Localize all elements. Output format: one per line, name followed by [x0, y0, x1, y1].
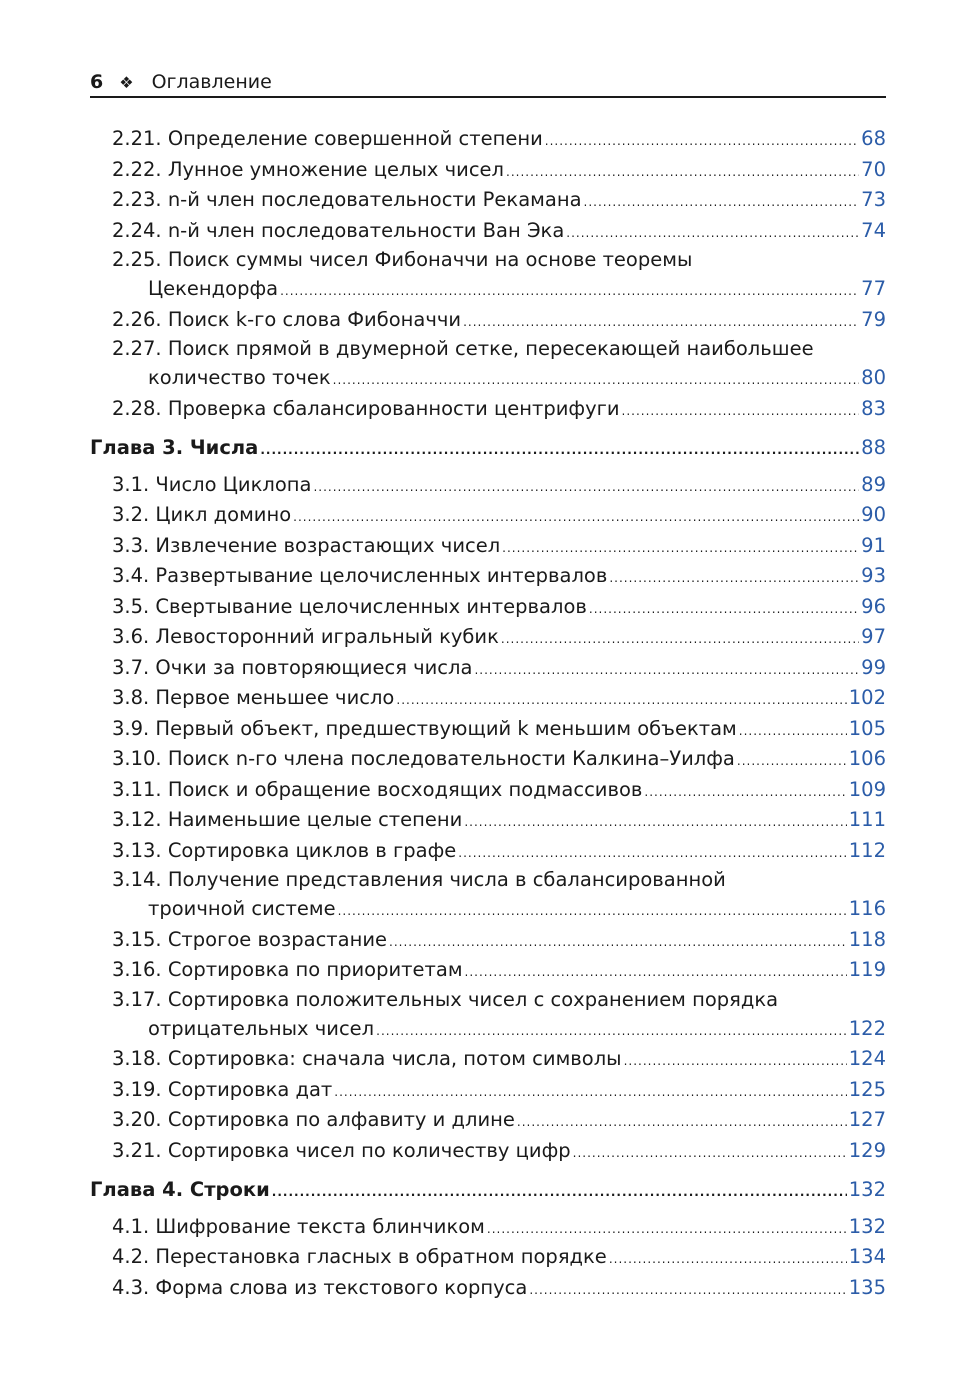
toc-page-link[interactable]: 112: [848, 838, 886, 862]
dot-leader: [506, 157, 859, 188]
dot-leader: [739, 716, 847, 747]
toc-page-link[interactable]: 80: [861, 366, 886, 389]
dot-leader: [464, 807, 846, 838]
toc-entry-title: 3.11. Поиск и обращение восходящих подмассивов: [112, 777, 643, 801]
toc-entry-title: 3.10. Поиск n-го члена последовательности Калкина–Уилфа: [112, 747, 735, 770]
dot-leader: [260, 435, 859, 466]
toc-page-link[interactable]: 96: [861, 594, 886, 618]
toc-entry[interactable]: [90, 305, 886, 336]
toc-entry-title: 3.16. Сортировка по приоритетам: [112, 958, 463, 981]
toc-page-link[interactable]: 122: [848, 1016, 886, 1040]
dot-leader: [376, 1016, 847, 1047]
dot-leader: [487, 1214, 847, 1245]
dot-leader: [465, 957, 847, 988]
dot-leader: [609, 1244, 847, 1275]
toc-entry-title: 2.22. Лунное умножение целых чисел: [112, 157, 504, 181]
toc-entry[interactable]: [90, 500, 886, 531]
toc-page-link[interactable]: 132: [848, 1214, 886, 1238]
toc-page-link[interactable]: 68: [861, 127, 886, 150]
toc-entry-title: 3.12. Наименьшие целые степени: [112, 808, 463, 831]
toc-entry[interactable]: [90, 561, 886, 592]
toc-entry-title: 3.2. Цикл домино: [112, 503, 292, 526]
dot-leader: [622, 396, 860, 427]
toc-page-link[interactable]: 73: [861, 188, 886, 211]
dot-leader: [589, 594, 859, 625]
toc-page-link[interactable]: 88: [861, 436, 886, 459]
toc-entry-title: 2.21. Определение совершенной степени: [112, 127, 543, 150]
toc-page-link[interactable]: 125: [848, 1077, 886, 1101]
dot-leader: [609, 563, 859, 594]
toc-entry-title: 2.27. Поиск прямой в двумерной сетке, пересекающей наибольшее: [112, 337, 814, 360]
dot-leader: [545, 126, 859, 157]
toc-page-link[interactable]: 89: [861, 472, 886, 496]
dot-leader: [644, 777, 846, 808]
dot-leader: [566, 218, 859, 249]
toc-entry-title: 3.19. Сортировка дат: [112, 1077, 333, 1101]
toc-entry[interactable]: [90, 1242, 886, 1273]
dot-leader: [280, 276, 859, 307]
toc-page-link[interactable]: 91: [861, 533, 886, 557]
toc-page-link[interactable]: 102: [848, 686, 886, 709]
dot-leader: [293, 502, 859, 533]
toc-chapter-title: Глава 3. Числа: [90, 436, 259, 459]
toc-entry[interactable]: [90, 185, 886, 216]
toc-entry[interactable]: [90, 531, 886, 562]
dot-leader: [389, 927, 847, 958]
toc-entry[interactable]: [90, 216, 886, 247]
toc-entry[interactable]: [90, 714, 886, 745]
toc-entry[interactable]: [90, 155, 886, 186]
dot-leader: [584, 187, 860, 218]
toc-entry-title-continued: Цекендорфа: [148, 277, 279, 300]
toc-page-link[interactable]: 118: [848, 927, 886, 951]
toc-page-link[interactable]: 97: [861, 625, 886, 648]
toc-entry[interactable]: [90, 124, 886, 155]
toc-entry[interactable]: [90, 394, 886, 425]
toc-entry[interactable]: [90, 1044, 886, 1075]
toc-entry-title: 3.21. Сортировка чисел по количеству цифр: [112, 1138, 571, 1162]
toc-entry-title: 3.6. Левосторонний игральный кубик: [112, 625, 499, 648]
toc-entry[interactable]: [90, 805, 886, 836]
toc-entry-title-continued: отрицательных чисел: [148, 1016, 375, 1040]
toc-entry-title: 2.24. n-й член последовательности Ван Эка: [112, 218, 565, 242]
toc-entry-title: 3.20. Сортировка по алфавиту и длине: [112, 1108, 515, 1131]
toc-entry-title: 2.26. Поиск k-го слова Фибоначчи: [112, 307, 462, 331]
toc-entry-title: 3.1. Число Циклопа: [112, 472, 312, 496]
toc-entry[interactable]: [90, 925, 886, 956]
dot-leader: [272, 1177, 847, 1208]
toc-page-link[interactable]: 134: [848, 1245, 886, 1268]
toc-entry[interactable]: [90, 683, 886, 714]
dot-leader: [463, 307, 859, 338]
toc-entry-title: 3.13. Сортировка циклов в графе: [112, 838, 457, 862]
toc-entry[interactable]: [90, 836, 886, 867]
toc-chapter-title: Глава 4. Строки: [90, 1178, 270, 1201]
toc-page-link[interactable]: 83: [861, 396, 886, 420]
toc-entry[interactable]: [90, 246, 886, 305]
dot-leader: [334, 1077, 846, 1108]
dot-leader: [624, 1046, 847, 1077]
toc-page-link[interactable]: 74: [861, 218, 886, 242]
toc-page-link[interactable]: 129: [848, 1138, 886, 1162]
toc-entry[interactable]: [90, 955, 886, 986]
toc-page-link[interactable]: 77: [861, 277, 886, 300]
toc-chapter[interactable]: [90, 1175, 886, 1206]
toc-entry[interactable]: [90, 653, 886, 684]
toc-page-link[interactable]: 111: [848, 808, 886, 831]
toc-entry-title: 4.1. Шифрование текста блинчиком: [112, 1214, 485, 1238]
toc-entry-title: 2.25. Поиск суммы чисел Фибоначчи на основе теоремы: [112, 248, 693, 271]
toc-page-link[interactable]: 135: [848, 1275, 886, 1299]
toc-entry-title: 3.4. Развертывание целочисленных интервалов: [112, 564, 608, 587]
toc-entry[interactable]: [90, 335, 886, 394]
dot-leader: [313, 472, 859, 503]
toc-page-link[interactable]: 119: [848, 958, 886, 981]
toc-entry-title: 3.5. Свертывание целочисленных интервалов: [112, 594, 587, 618]
toc-entry[interactable]: [90, 986, 886, 1045]
toc-entry-title: 4.3. Форма слова из текстового корпуса: [112, 1275, 528, 1299]
toc-entry[interactable]: [90, 775, 886, 806]
toc-entry-title: 3.14. Получение представления числа в сбалансированной: [112, 868, 726, 891]
toc-page-link[interactable]: 79: [861, 307, 886, 331]
dot-leader: [502, 533, 859, 564]
toc-entry-title: 3.8. Первое меньшее число: [112, 686, 395, 709]
toc-entry[interactable]: [90, 592, 886, 623]
toc-entry[interactable]: [90, 1136, 886, 1167]
toc-entry-title: 3.9. Первый объект, предшествующий k меньшим объектам: [112, 716, 737, 740]
toc-entry[interactable]: [90, 744, 886, 775]
dot-leader: [458, 838, 847, 869]
running-header: [90, 68, 886, 98]
toc-entry-title: 4.2. Перестановка гласных в обратном порядке: [112, 1245, 607, 1268]
toc-page-link[interactable]: 99: [861, 655, 886, 679]
page-number: 6: [90, 71, 104, 93]
toc-entry-title-continued: количество точек: [148, 366, 331, 389]
toc-entry-title: 3.3. Извлечение возрастающих чисел: [112, 533, 501, 557]
dot-leader: [501, 624, 859, 655]
toc-page-link[interactable]: 106: [848, 747, 886, 770]
toc-page-link[interactable]: 132: [848, 1178, 886, 1201]
toc-entry-title: 2.28. Проверка сбалансированности центрифуги: [112, 396, 620, 420]
dot-leader: [474, 655, 859, 686]
dot-leader: [396, 685, 846, 716]
toc-page-link[interactable]: 93: [861, 564, 886, 587]
toc-chapter[interactable]: [90, 433, 886, 464]
toc-page-link[interactable]: 124: [848, 1047, 886, 1070]
toc-entry[interactable]: [90, 470, 886, 501]
toc-entry[interactable]: [90, 866, 886, 925]
toc-entry-title: 2.23. n-й член последовательности Рекамана: [112, 188, 582, 211]
toc-page-link[interactable]: 127: [848, 1108, 886, 1131]
header-title: Оглавление: [151, 71, 272, 93]
toc-entry-title: 3.15. Строгое возрастание: [112, 927, 388, 951]
dot-leader: [333, 365, 860, 396]
dot-leader: [529, 1275, 846, 1306]
toc-entry[interactable]: [90, 1212, 886, 1243]
toc-entry-title: 3.17. Сортировка положительных чисел с сохранением порядка: [112, 987, 779, 1011]
toc-entry[interactable]: [90, 1273, 886, 1304]
toc-page-link[interactable]: 90: [861, 503, 886, 526]
toc-entry[interactable]: [90, 622, 886, 653]
dot-leader: [573, 1138, 847, 1169]
toc-entry[interactable]: [90, 1105, 886, 1136]
toc-page-link[interactable]: 105: [848, 716, 886, 740]
toc-entry[interactable]: [90, 1075, 886, 1106]
toc-entry-title: 3.18. Сортировка: сначала числа, потом символы: [112, 1047, 622, 1070]
toc-page-link[interactable]: 109: [848, 777, 886, 801]
dot-leader: [338, 896, 847, 927]
dot-leader: [517, 1107, 847, 1138]
toc-page-link[interactable]: 116: [848, 897, 886, 920]
toc-entry-title: 3.7. Очки за повторяющиеся числа: [112, 655, 473, 679]
toc-entry-title-continued: троичной системе: [148, 897, 336, 920]
table-of-contents: [90, 124, 886, 1303]
dot-leader: [737, 746, 847, 777]
diamond-ornament-icon: ❖: [119, 72, 134, 92]
toc-page-link[interactable]: 70: [861, 157, 886, 181]
